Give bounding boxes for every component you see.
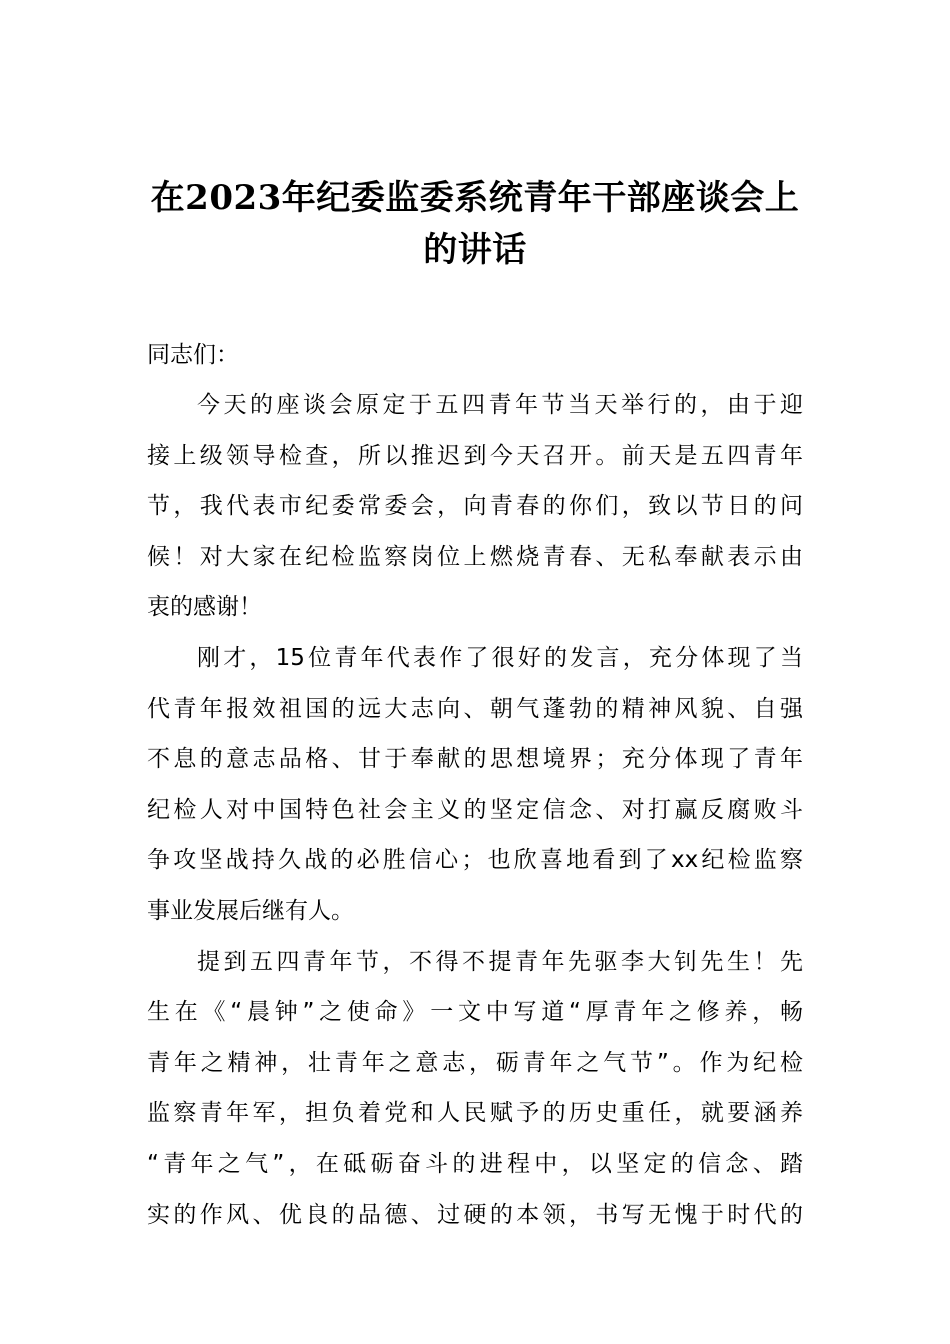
document-body: [147, 330, 803, 1240]
paragraph-line: 监察青年军，担负着党和人民赋予的历史重任，就要涵养: [147, 1100, 803, 1127]
paragraph-line: 接上级领导检查，所以推迟到今天召开。前天是五四青年: [147, 442, 803, 469]
paragraph-line: 实的作风、优良的品德、过硬的本领，书写无愧于时代的: [147, 1201, 803, 1228]
paragraph-line: “青年之气”，在砥砺奋斗的进程中，以坚定的信念、踏: [147, 1150, 803, 1177]
paragraph-line: 候！对大家在纪检监察岗位上燃烧青春、无私奉献表示由: [147, 543, 803, 570]
title-line-1: 在2023年纪委监委系统青年干部座谈会上: [150, 178, 800, 218]
paragraph-line: 不息的意志品格、甘于奉献的思想境界；充分体现了青年: [147, 746, 803, 773]
page-title: [140, 172, 810, 276]
paragraph-line: 衷的感谢！: [147, 594, 262, 621]
paragraph-line: 今天的座谈会原定于五四青年节当天举行的，由于迎: [197, 392, 803, 418]
salutation: 同志们：: [147, 342, 239, 368]
paragraph-line: 事业发展后继有人。: [147, 897, 354, 924]
paragraph-line: 纪检人对中国特色社会主义的坚定信念、对打赢反腐败斗: [147, 796, 803, 823]
paragraph-line: 刚才，15位青年代表作了很好的发言，充分体现了当: [197, 644, 803, 671]
title-line-2: 的讲话: [423, 230, 527, 270]
paragraph-line: 青年之精神，壮青年之意志，砺青年之气节”。作为纪检: [147, 1049, 803, 1076]
paragraph-line: 代青年报效祖国的远大志向、朝气蓬勃的精神风貌、自强: [147, 695, 803, 722]
paragraph-2: [147, 633, 803, 937]
paragraph-line: 争攻坚战持久战的必胜信心；也欣喜地看到了xx纪检监察: [147, 847, 803, 874]
paragraph-1: [147, 380, 803, 633]
paragraph-line: 节，我代表市纪委常委会，向青春的你们，致以节日的问: [147, 493, 803, 520]
paragraph-3: [147, 937, 803, 1241]
paragraph-line: 生在《“晨钟”之使命》一文中写道“厚青年之修养，畅: [147, 999, 803, 1026]
paragraph-line: 提到五四青年节，不得不提青年先驱李大钊先生！先: [197, 948, 803, 975]
